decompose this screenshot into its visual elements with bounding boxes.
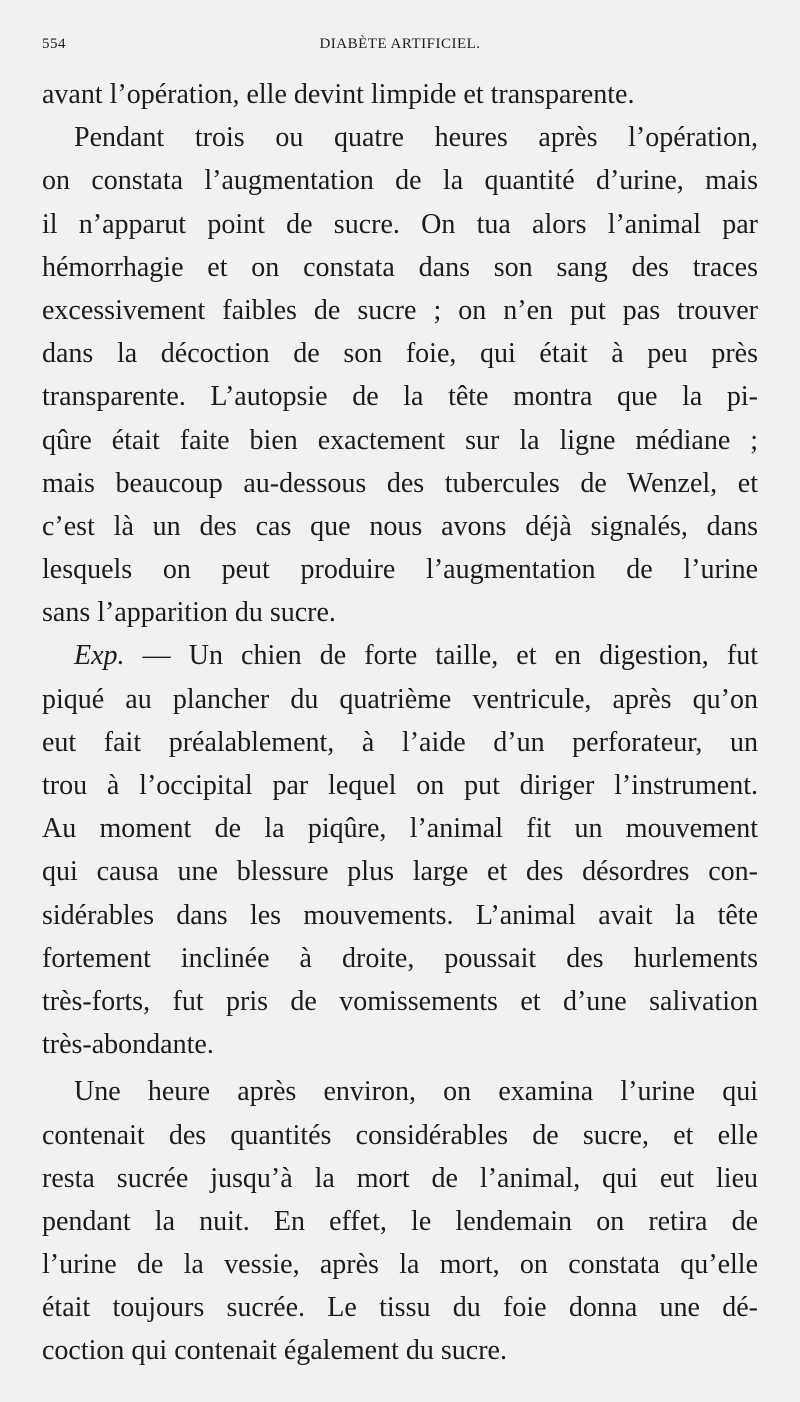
paragraph — [42, 116, 758, 634]
text-line: était toujours sucrée. Le tissu du foie donna une dé- — [42, 1292, 758, 1324]
text-line: très-forts, fut pris de vomissements et d’une salivation — [42, 985, 758, 1017]
text-line: transparente. L’autopsie de la tête montra que la pi- — [42, 381, 758, 413]
experiment-lead: Exp. — [74, 640, 125, 672]
text-line: resta sucrée jusqu’à la mort de l’animal, qui eut lieu — [42, 1162, 758, 1194]
text-line: sans l’apparition du sucre. — [42, 597, 336, 629]
text-line: hémorrhagie et on constata dans son sang des traces — [42, 251, 758, 283]
text-line: très-abondante. — [42, 1029, 214, 1061]
paragraph — [42, 73, 758, 116]
running-title: DIABÈTE ARTIFICIEL. — [319, 36, 481, 52]
paragraph — [42, 1070, 758, 1372]
text-line: contenait des quantités considérables de sucre, et elle — [42, 1119, 758, 1151]
text-line: avant l’opération, elle devint limpide et transparente. — [42, 79, 635, 110]
body-text — [42, 73, 758, 1373]
text-line: piqué au plancher du quatrième ventricule, après qu’on — [42, 683, 758, 715]
paragraph — [42, 634, 758, 1066]
text-line: dans la décoction de son foie, qui était à peu près — [42, 338, 758, 370]
text-line: pendant la nuit. En effet, le lendemain on retira de — [42, 1205, 758, 1237]
text-line: il n’apparut point de sucre. On tua alors l’animal par — [42, 208, 758, 240]
running-head — [42, 36, 758, 56]
text-line — [42, 634, 758, 677]
text-line: excessivement faibles de sucre ; on n’en put pas trouver — [42, 294, 758, 326]
text-line: coction qui contenait également du sucre. — [42, 1335, 507, 1367]
text-line: Une heure après environ, on examina l’urine qui — [74, 1076, 758, 1108]
text-line: l’urine de la vessie, après la mort, on constata qu’elle — [42, 1249, 758, 1281]
text-line: lesquels on peut produire l’augmentation de l’urine — [42, 554, 758, 586]
text-line: Au moment de la piqûre, l’animal fit un mouvement — [42, 813, 758, 845]
text-line: on constata l’augmentation de la quantité d’urine, mais — [42, 165, 758, 197]
text-line: eut fait préalablement, à l’aide d’un perforateur, un — [42, 726, 758, 758]
text-line: c’est là un des cas que nous avons déjà signalés, dans — [42, 510, 758, 542]
text-line: trou à l’occipital par lequel on put diriger l’instrument. — [42, 770, 758, 801]
text-line: qûre était faite bien exactement sur la ligne médiane ; — [42, 424, 758, 456]
text-line: mais beaucoup au-dessous des tubercules de Wenzel, et — [42, 467, 758, 499]
text-line: sidérables dans les mouvements. L’animal avait la tête — [42, 899, 758, 931]
text-line-rest: — Un chien de forte taille, et en digestion, fut — [124, 640, 758, 672]
text-line: qui causa une blessure plus large et des désordres con- — [42, 856, 758, 888]
page-number: 554 — [42, 36, 66, 52]
text-line: fortement inclinée à droite, poussait des hurlements — [42, 942, 758, 974]
text-line: Pendant trois ou quatre heures après l’opération, — [74, 122, 758, 154]
